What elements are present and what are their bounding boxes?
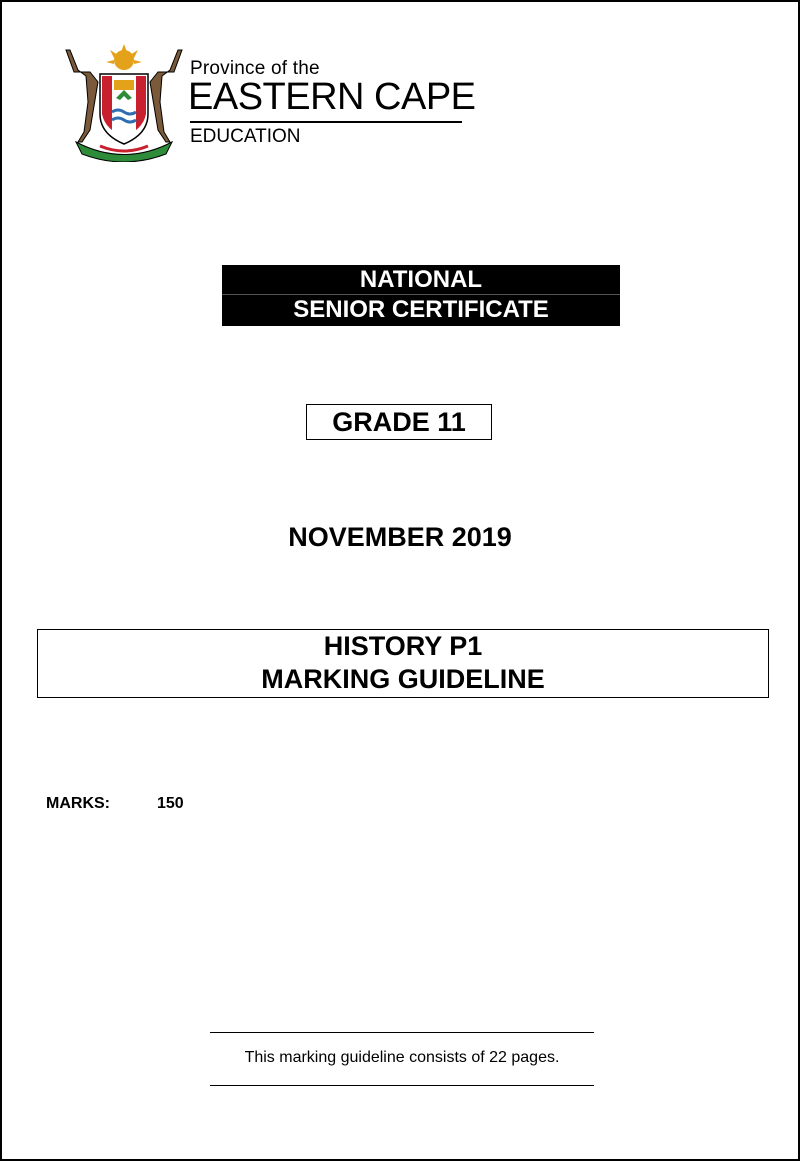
marks-row — [46, 795, 184, 813]
department-logo — [56, 42, 476, 162]
page-count-note: This marking guideline consists of 22 pages. — [244, 1049, 560, 1066]
certificate-line-1: NATIONAL — [359, 266, 483, 293]
subject-box — [37, 629, 769, 698]
marks-value: 150 — [157, 795, 184, 812]
certificate-banner — [222, 265, 620, 326]
footer-rule-top — [210, 1032, 594, 1033]
logo-province-text: Province of the — [190, 58, 320, 79]
certificate-line-2: SENIOR CERTIFICATE — [293, 296, 549, 323]
subject-subtitle: MARKING GUIDELINE — [261, 664, 545, 694]
certificate-divider — [222, 294, 620, 295]
footer-rule-bottom — [210, 1085, 594, 1086]
marks-label: MARKS: — [46, 795, 110, 812]
subject-title: HISTORY P1 — [323, 631, 483, 661]
logo-eastern-cape-text: EASTERN CAPE — [188, 76, 476, 118]
exam-date: NOVEMBER 2019 — [288, 522, 512, 552]
logo-rule — [190, 121, 462, 123]
logo-education-text: EDUCATION — [190, 126, 301, 147]
grade-box: GRADE 11 — [306, 404, 492, 440]
eastern-cape-coat-of-arms-icon — [56, 42, 196, 162]
